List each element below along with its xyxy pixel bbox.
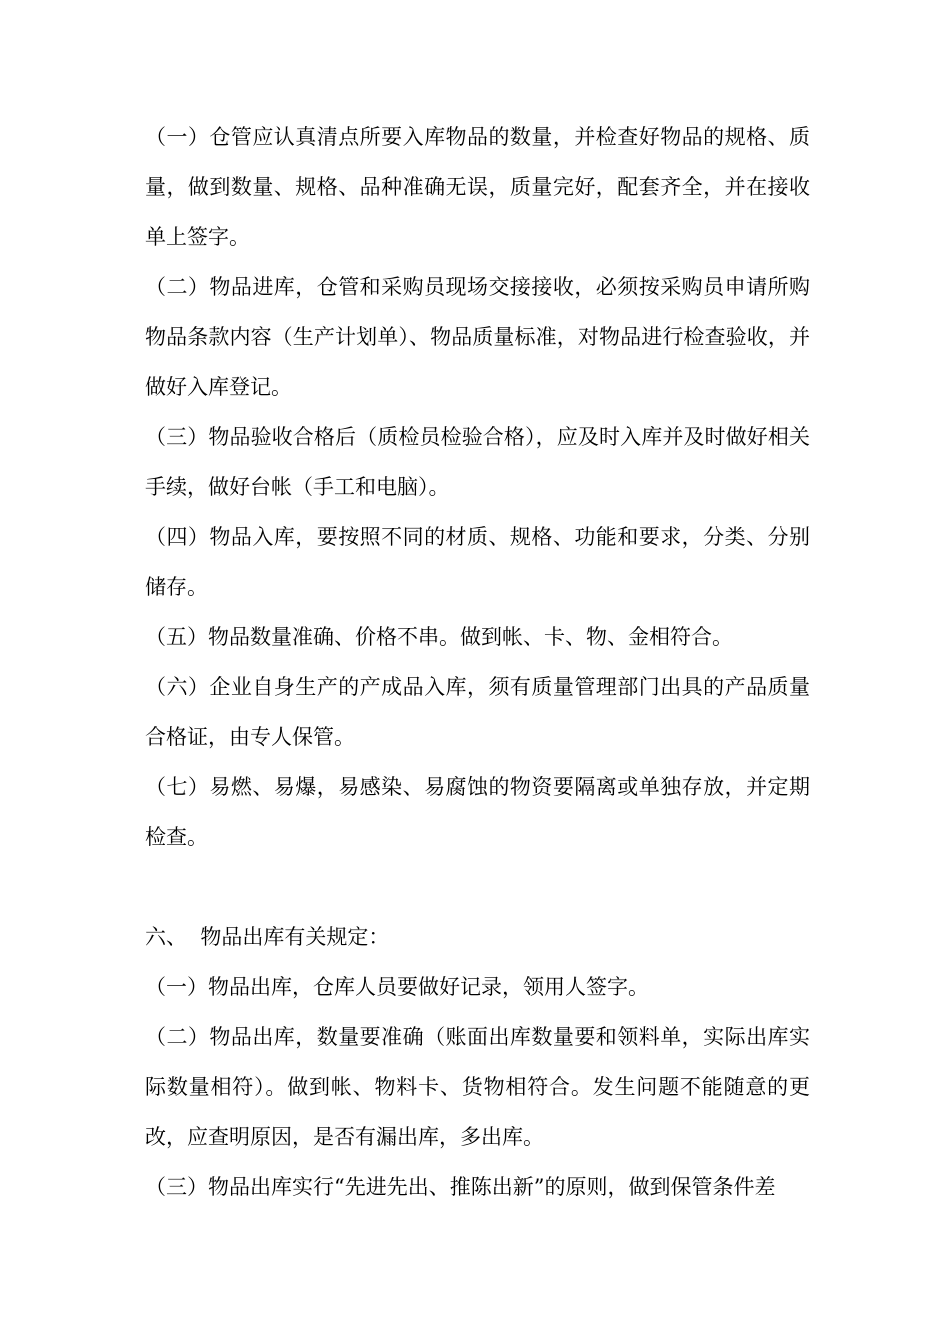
storage-rule-2: （二）物品进库，仓管和采购员现场交接接收，必须按采购员申请所购物品条款内容（生产计划单）、物品质量标准，对物品进行检查验收，并做好入库登记。 (145, 275, 810, 399)
document-body (145, 112, 810, 1212)
outbound-rule-1: （一）物品出库，仓库人员要做好记录，领用人签字。 (145, 975, 649, 999)
storage-rule-6: （六）企业自身生产的产成品入库，须有质量管理部门出具的产品质量合格证，由专人保管。 (145, 675, 810, 749)
storage-rule-7: （七）易燃、易爆，易感染、易腐蚀的物资要隔离或单独存放，并定期检查。 (145, 775, 810, 849)
outbound-rule-2: （二）物品出库，数量要准确（账面出库数量要和领料单，实际出库实际数量相符）。做到帐、物料卡、货物相符合。发生问题不能随意的更改，应查明原因，是否有漏出库，多出库。 (145, 1025, 810, 1149)
outbound-rule-3: （三）物品出库实行“先进先出、推陈出新”的原则，做到保管条件差 (145, 1175, 776, 1199)
section-spacer (145, 862, 810, 912)
storage-rule-1: （一）仓管应认真清点所要入库物品的数量，并检查好物品的规格、质量，做到数量、规格、品种准确无误，质量完好，配套齐全，并在接收单上签字。 (145, 125, 810, 249)
storage-rule-4: （四）物品入库，要按照不同的材质、规格、功能和要求，分类、分别储存。 (145, 525, 810, 599)
storage-rule-5: （五）物品数量准确、价格不串。做到帐、卡、物、金相符合。 (145, 625, 733, 649)
storage-rule-3: （三）物品验收合格后（质检员检验合格），应及时入库并及时做好相关手续，做好台帐（手工和电脑）。 (145, 425, 810, 499)
outbound-section-heading: 六、 物品出库有关规定： (145, 925, 390, 949)
